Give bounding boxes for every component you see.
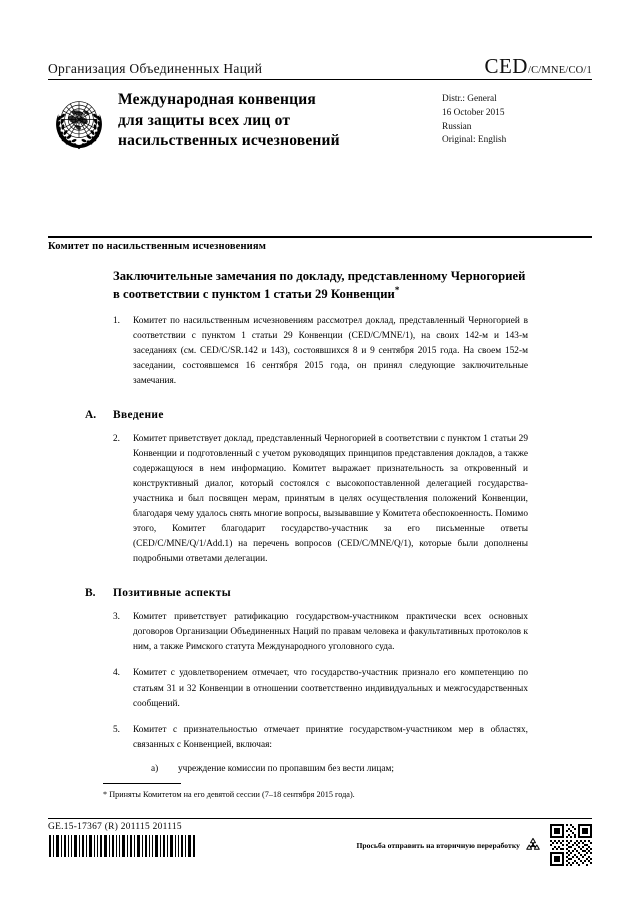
paragraph-number: 2. bbox=[113, 433, 121, 444]
paragraph-text: Комитет приветствует ратификацию государством-участником практически всех основных договоров Организации Объединенных Наций по правам человека и факультативных протоколов к ним, а также Римского статута Международного уголовного суда. bbox=[133, 612, 528, 653]
paragraph-number: 1. bbox=[113, 315, 121, 326]
job-number: GE.15-17367 (R) 201115 201115 bbox=[48, 822, 182, 832]
footnote-text: Приняты Комитетом на его девятой сессии (7–18 сентября 2015 года). bbox=[109, 790, 355, 799]
footnote-marker: * bbox=[103, 790, 108, 799]
paragraph-number: 3. bbox=[113, 612, 121, 623]
footer-divider bbox=[48, 818, 592, 819]
paragraph bbox=[113, 432, 528, 567]
page-title-line-1: Заключительные замечания по докладу, представленному bbox=[113, 269, 448, 283]
paragraph-text: Комитет приветствует доклад, представленный Черногорией в соответствии с пунктом 1 статьи 29 Конвенции и подготовленный с учетом руководящих принципов представления докладов, а также содержащуюся в нем информацию. Комитет выражает признательность за откровенный и конструктивный диалог, который состоялся с высокопоставленной делегацией государства-участника и был посвящен мерам, принятым в целях осуществления положений Конвенции, благодаря чему удалось снять многие вопросы, вызывавшие у Комитета обеспокоенность. Помимо этого, Комитет благодарит государство-участник за его письменные ответы (CED/C/MNE/Q/1/Add.1) на перечень вопросов (CED/C/MNE/Q/1), которые были дополнены подробными ответами делегации. bbox=[133, 433, 528, 565]
section-label: Введение bbox=[113, 408, 164, 421]
page-title-line-3: Конвенции bbox=[330, 286, 395, 301]
organization-name: Организация Объединенных Наций bbox=[48, 61, 263, 76]
footer-right bbox=[356, 822, 592, 866]
page-title bbox=[113, 268, 528, 303]
distribution-block bbox=[442, 89, 592, 148]
original-language: Original: English bbox=[442, 135, 507, 146]
header-separator bbox=[48, 236, 592, 238]
recycle-notice: Просьба отправить на вторичную переработку bbox=[356, 840, 520, 850]
list-item-label: a) bbox=[151, 763, 159, 774]
paragraph-text: Комитет по насильственным исчезновениям рассмотрел доклад, представленный Черногорией в соответствии с пунктом 1 статьи 29 Конвенции (CED/C/MNE/1), на своих 142-м и 143-м заседаниях (см. CED/C/SR.142 и 143), состоявшихся 8 и 9 сентября 2015 года. На своем 152-м заседании, состоявшемся 16 сентября 2015 года, он принял следующие заключительные замечания. bbox=[133, 315, 528, 386]
footer-left bbox=[48, 822, 198, 857]
barcode bbox=[48, 835, 198, 857]
document-symbol-main: CED bbox=[484, 54, 528, 78]
footnote-divider bbox=[103, 783, 181, 784]
masthead bbox=[48, 56, 592, 153]
paragraph-number: 4. bbox=[113, 668, 121, 679]
paragraph bbox=[113, 666, 528, 711]
document-language: Russian bbox=[442, 121, 472, 132]
section-label: Позитивные аспекты bbox=[113, 587, 231, 600]
page-title-line-2: Черногорией в соответствии с пунктом 1 статьи 29 bbox=[113, 269, 526, 301]
footnote-block bbox=[103, 783, 523, 800]
paragraph-text: Комитет с удовлетворением отмечает, что государство-участник признало его компетенцию по статьям 31 и 32 Конвенции в отношении соответственно индивидуальных и межгосударственных сообщений. bbox=[133, 668, 528, 709]
convention-title-line-3: насильственных исчезновений bbox=[118, 132, 340, 150]
distribution-type: Distr.: General bbox=[442, 94, 497, 104]
page-footer bbox=[48, 822, 592, 866]
document-symbol bbox=[484, 56, 592, 77]
paragraph-number: 5. bbox=[113, 724, 121, 735]
convention-title-line-1: Международная конвенция bbox=[118, 91, 316, 108]
section-letter: B. bbox=[85, 587, 96, 600]
convention-title-line-2: для защиты всех лиц от bbox=[118, 111, 291, 129]
section-heading-b bbox=[85, 587, 592, 599]
title-footnote-marker: * bbox=[394, 284, 400, 295]
masthead-title-row bbox=[48, 89, 592, 153]
paragraph bbox=[113, 610, 528, 655]
list-item bbox=[151, 762, 528, 777]
distribution-date: 16 October 2015 bbox=[442, 107, 505, 118]
paragraph bbox=[113, 723, 528, 753]
committee-name: Комитет по насильственным исчезновениям bbox=[48, 241, 266, 252]
recycle-icon bbox=[524, 836, 542, 854]
section-letter: A. bbox=[85, 408, 97, 421]
paragraph bbox=[113, 314, 528, 389]
document-symbol-sub: /C/MNE/CO/1 bbox=[527, 65, 592, 76]
qr-code bbox=[550, 824, 592, 866]
organization-row bbox=[48, 56, 592, 79]
masthead-divider bbox=[48, 79, 592, 80]
list-item-text: учреждение комиссии по пропавшим без вести лицам; bbox=[178, 763, 394, 774]
un-emblem-icon bbox=[48, 91, 110, 153]
footnote bbox=[103, 789, 523, 800]
document-body bbox=[48, 268, 592, 777]
section-heading-a bbox=[85, 409, 592, 421]
paragraph-text: Комитет с признательностью отмечает принятие государством-участником мер в областях, связанных с Конвенцией, включая: bbox=[133, 724, 528, 750]
convention-title bbox=[118, 89, 432, 152]
